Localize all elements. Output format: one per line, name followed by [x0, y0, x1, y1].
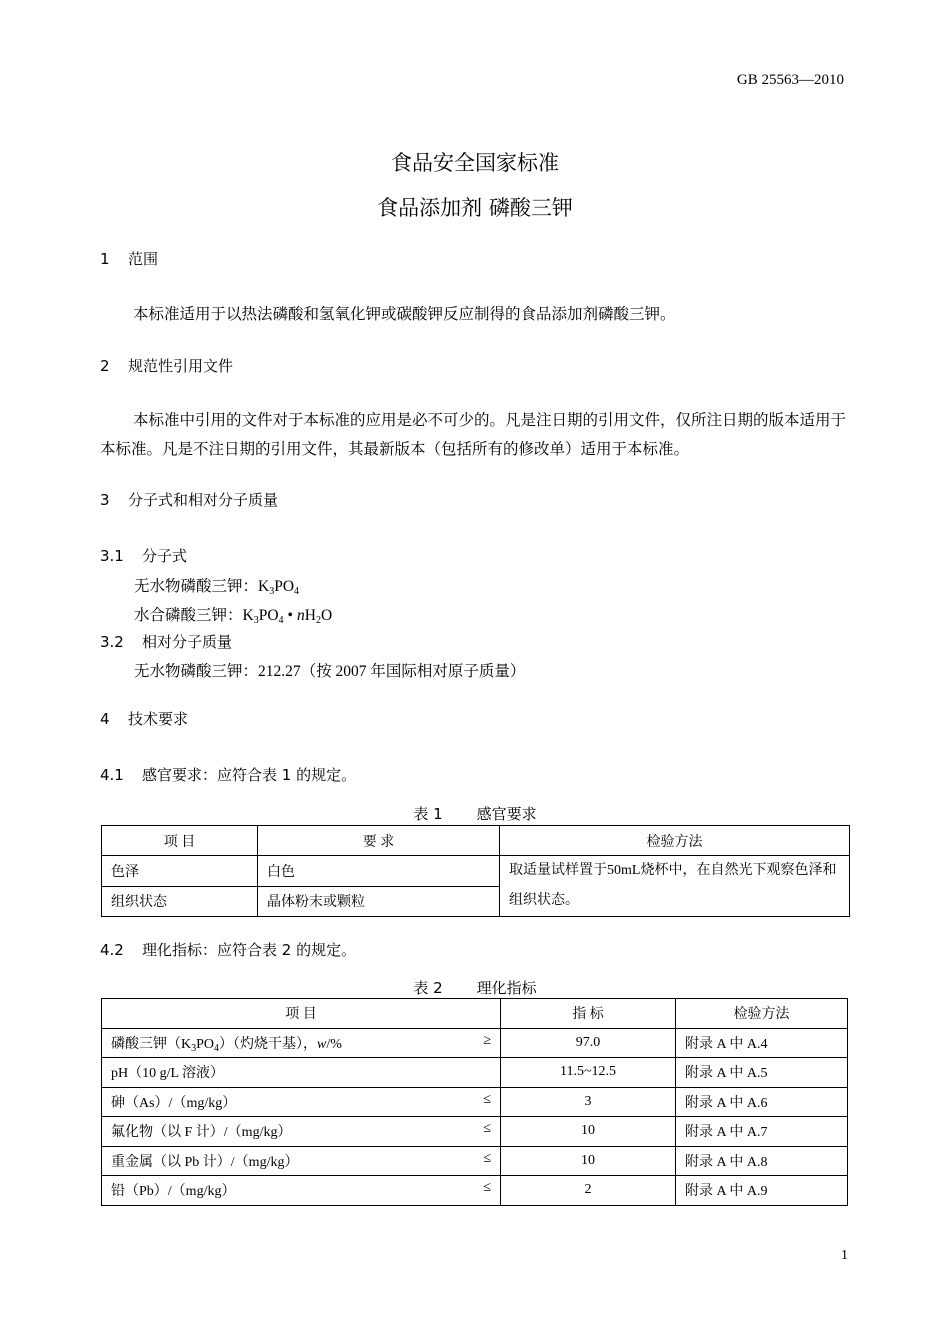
header-cell: 项 目	[102, 826, 258, 856]
table-row	[102, 856, 850, 887]
method-cell: 附录 A 中 A.6	[676, 1087, 848, 1117]
comparison-symbol: ≤	[483, 1180, 491, 1196]
requirement-cell: 白色	[258, 856, 500, 887]
comparison-symbol: ≤	[483, 1150, 491, 1166]
item-cell: 磷酸三钾$(K_3PO_4)$（灼烧干基），w/% ≥	[102, 1028, 501, 1058]
item-cell: 氟化物（以 F 计）/（mg/kg） ≤	[102, 1117, 501, 1147]
value-cell: 10	[501, 1146, 676, 1176]
value-cell: 2	[501, 1176, 676, 1206]
section-1-text: 本标准适用于以热法磷酸和氢氧化钾或碳酸钾反应制得的食品添加剂磷酸三钾。	[133, 306, 676, 323]
document-title: 食品安全国家标准	[391, 151, 559, 175]
section-4-2-heading: 4.2 理化指标：应符合表 2 的规定。	[100, 941, 357, 959]
section-3-2-heading: 3.2 相对分子质量	[100, 633, 233, 651]
physicochemical-table	[101, 998, 848, 1206]
header-cell: 检验方法	[676, 999, 848, 1029]
item-cell: 色泽	[102, 856, 258, 887]
item-cell: 重金属（以 Pb 计）/（mg/kg） ≤	[102, 1146, 501, 1176]
item-cell: 砷（As）/（mg/kg） ≤	[102, 1087, 501, 1117]
value-cell: 10	[501, 1117, 676, 1147]
table-header-row	[102, 999, 848, 1029]
section-2-text: 本标准中引用的文件对于本标准的应用是必不可少的。凡是注日期的引用文件，仅所注日期的版本适用于本标准。凡是不注日期的引用文件，其最新版本（包括所有的修改单）适用于本标准。	[100, 412, 847, 458]
value-cell: 3	[501, 1087, 676, 1117]
section-2-heading: 2 规范性引用文件	[100, 357, 234, 375]
anhydrous-formula: 无水物磷酸三钾：$K_3PO_4$	[134, 578, 300, 597]
sensory-requirements-table	[101, 825, 850, 917]
comparison-symbol: ≤	[483, 1121, 491, 1137]
table-row	[102, 1146, 848, 1176]
table-row	[102, 1117, 848, 1147]
method-cell: 附录 A 中 A.4	[676, 1028, 848, 1058]
standard-number: GB 25563—2010	[736, 72, 844, 88]
section-1-heading: 1 范围	[100, 250, 159, 268]
method-cell: 附录 A 中 A.7	[676, 1117, 848, 1147]
molecular-mass: 无水物磷酸三钾：212.27（按 2007 年国际相对原子质量）	[134, 663, 526, 680]
document-subtitle: 食品添加剂 磷酸三钾	[377, 196, 573, 220]
method-cell: 附录 A 中 A.8	[676, 1146, 848, 1176]
header-cell: 检验方法	[500, 826, 850, 856]
table-2-caption: 表 2 理化指标	[413, 979, 537, 997]
method-cell: 附录 A 中 A.9	[676, 1176, 848, 1206]
header-cell: 项 目	[102, 999, 501, 1029]
value-cell: 11.5~12.5	[501, 1058, 676, 1088]
value-cell: 97.0	[501, 1028, 676, 1058]
item-cell: 铅（Pb）/（mg/kg） ≤	[102, 1176, 501, 1206]
table-1-caption: 表 1 感官要求	[413, 805, 537, 823]
table-row	[102, 1058, 848, 1088]
method-cell: 附录 A 中 A.5	[676, 1058, 848, 1088]
section-4-1-heading: 4.1 感官要求：应符合表 1 的规定。	[100, 766, 357, 784]
method-cell: 取适量试样置于50mL烧杯中，在自然光下观察色泽和组织状态。	[500, 856, 850, 917]
page-number: 1	[841, 1248, 848, 1263]
section-3-heading: 3 分子式和相对分子质量	[100, 491, 279, 509]
header-cell: 要 求	[258, 826, 500, 856]
header-cell: 指 标	[501, 999, 676, 1029]
hydrate-formula: 水合磷酸三钾：$K_3PO_4$ • $nH_2O$	[134, 607, 333, 626]
requirement-cell: 晶体粉末或颗粒	[258, 886, 500, 917]
table-header-row	[102, 826, 850, 856]
section-4-heading: 4 技术要求	[100, 710, 189, 728]
table-row	[102, 1028, 848, 1058]
table-row	[102, 1176, 848, 1206]
section-3-1-heading: 3.1 分子式	[100, 547, 188, 565]
comparison-symbol: ≥	[483, 1032, 491, 1048]
item-cell: 组织状态	[102, 886, 258, 917]
item-cell: pH（10 g/L 溶液）	[102, 1058, 501, 1088]
table-row	[102, 1087, 848, 1117]
comparison-symbol: ≤	[483, 1091, 491, 1107]
